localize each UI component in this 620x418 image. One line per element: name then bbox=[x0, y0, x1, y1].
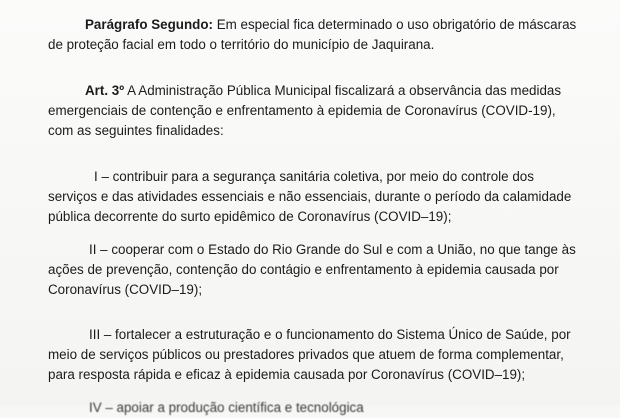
paragrafo-segundo-line-2: de proteção facial em todo o território do município de Jaquirana. bbox=[48, 37, 435, 52]
art3-line-1: Art. 3º A Administração Pública Municipal fiscalizará a observância das medidas bbox=[85, 83, 562, 98]
art3-line-2: emergenciais de contenção e enfrentamento à epidemia de Coronavírus (COVID-19), bbox=[48, 103, 556, 118]
art3-heading: Art. 3º bbox=[85, 83, 125, 98]
paragrafo-segundo-heading: Parágrafo Segundo: bbox=[85, 17, 213, 32]
item2-line-3: Coronavírus (COVID–19); bbox=[48, 282, 203, 297]
item3-line-3: para resposta rápida e eficaz à epidemia causada por Coronavírus (COVID–19); bbox=[48, 367, 526, 382]
art3-line-3: com as seguintes finalidades: bbox=[48, 123, 224, 138]
item1-line-2: serviços e das atividades essenciais e não essenciais, durante o período da calamidade bbox=[48, 189, 572, 204]
item3-line-1: III – fortalecer a estruturação e o funcionamento do Sistema Único de Saúde, por bbox=[89, 327, 571, 342]
item2-line-2: ações de prevenção, contenção do contágio e enfrentamento à epidemia causada por bbox=[48, 262, 559, 277]
item4-partial-line: IV – apoiar a produção científica e tecnológica bbox=[89, 400, 364, 415]
paragrafo-segundo-line-1: Parágrafo Segundo: Em especial fica determinado o uso obrigatório de máscaras bbox=[85, 17, 577, 32]
item3-line-2: meio de serviços públicos ou prestadores privados que atuem de forma complementar, bbox=[48, 347, 564, 362]
item2-line-1: II – cooperar com o Estado do Rio Grande do Sul e com a União, no que tange às bbox=[89, 242, 576, 257]
item1-line-3: pública decorrente do surto epidêmico de Coronavírus (COVID–19); bbox=[48, 209, 452, 224]
item1-line-1: I – contribuir para a segurança sanitária coletiva, por meio do controle dos bbox=[94, 169, 534, 184]
